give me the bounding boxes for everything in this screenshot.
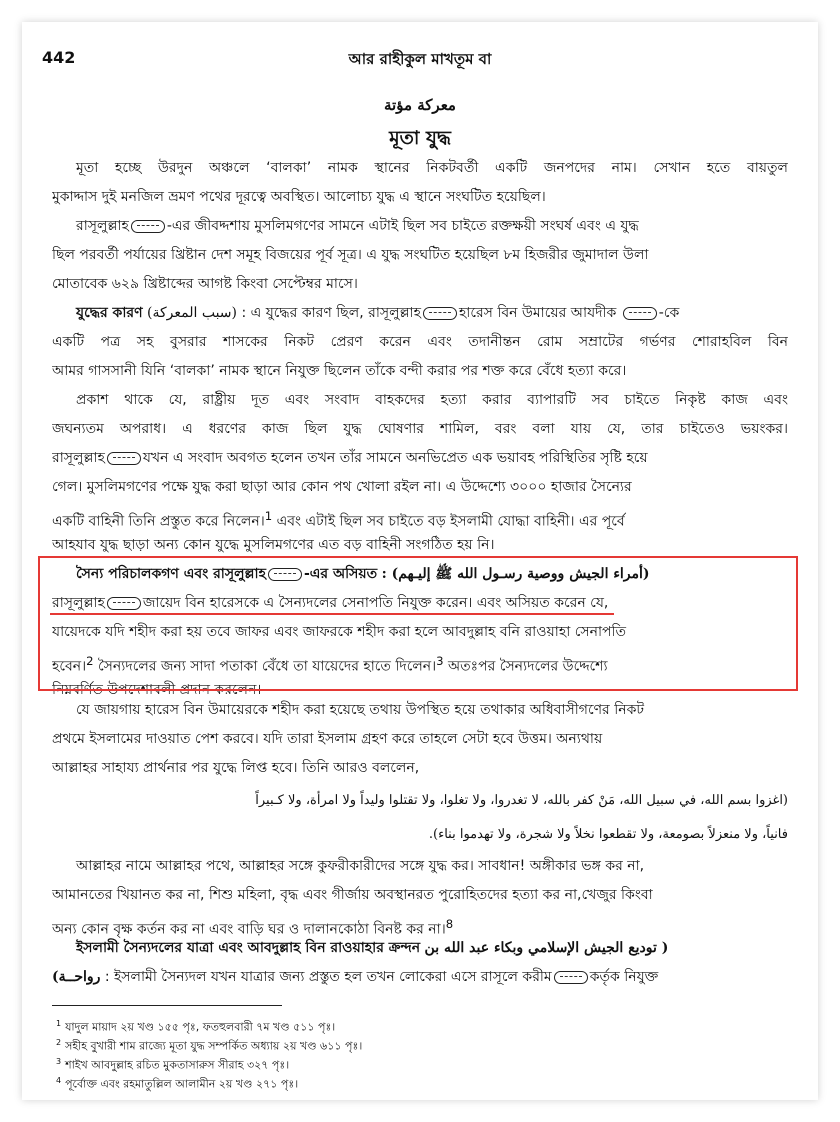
translation-line-1: আল্লাহর নামে আল্লাহর পথে, আল্লাহর সঙ্গে কুফরীকারীদের সঙ্গে যুদ্ধ কর। সাবধান! অঙ্গীকার ভঙ্গ কর না, xyxy=(76,858,645,874)
footnotes xyxy=(56,1014,776,1090)
translation-paragraph xyxy=(52,852,788,939)
consequence-paragraph xyxy=(52,386,788,560)
cause-paragraph xyxy=(52,299,788,386)
text-run: অতঃপর সৈন্যদলের উদ্দেশ্যে xyxy=(443,658,608,675)
instructions-paragraph xyxy=(52,696,788,783)
salutation-icon xyxy=(107,452,141,465)
farewell-heading: ইসলামী সৈন্যদলের যাত্রা এবং আবদুল্লাহ বিন রাওয়াহার ক্রন্দন xyxy=(76,940,421,956)
text-run: : এ যুদ্ধের কারণ ছিল, রাসূলুল্লাহ xyxy=(241,305,421,321)
consequence-line-4: গেল। মুসলিমগণের পক্ষে যুদ্ধ করা ছাড়া আর কোন পথ খোলা রইল না। এ উদ্দেশ্যে ৩০০০ হাজার সৈন্যের xyxy=(52,479,632,495)
cause-heading: যুদ্ধের কারণ xyxy=(76,305,143,321)
cause-line-1 xyxy=(52,299,788,328)
commanders-line-3: যায়েদকে যদি শহীদ করা হয় তবে জাফর এবং জাফরকে শহীদ করা হলে আবদুল্লাহ বনি রাওয়াহা সেনাপতি xyxy=(52,624,627,640)
commanders-heading: সৈন্য পরিচালকগণ এবং রাসূলুল্লাহ xyxy=(76,566,266,582)
book-page xyxy=(22,22,818,1100)
footnote xyxy=(56,1071,776,1090)
footnote-number: 3 xyxy=(56,1057,62,1066)
instructions-line-1: যে জায়গায় হারেস বিন উমায়েরকে শহীদ করা হয়েছে তথায় উপস্থিত হয়ে তথাকার অধিবাসীগণের নিকট xyxy=(76,702,644,718)
footnote-number: 2 xyxy=(56,1038,62,1047)
hadith-line-2: فانياً، ولا منعزلاً بصومعة، ولا تقطعوا نخلاً ولا شجرة، ولا تهدموا بناء). xyxy=(428,827,788,842)
footnote-text: পূর্বোক্ত এবং রহমাতুল্লিল আলামীন ২য় খণ্ড ২৭১ পৃঃ। xyxy=(65,1077,299,1091)
footnote-text: শাইখ আবদুল্লাহ রচিত মুকতাসারুস সীরাহ ৩২৭ পৃঃ। xyxy=(65,1058,290,1072)
context-line-2: ছিল পরবর্তী পর্যায়ের খ্রিষ্টান দেশ সমূহ বিজয়ের পূর্ব সূত্র। এ যুদ্ধ সংঘটিত হয়েছিল ৮ম হিজরীর জুমাদাল উলা xyxy=(52,247,649,263)
context-line-1 xyxy=(52,212,788,241)
text-run: কর্তৃক নিযুক্ত xyxy=(589,969,659,985)
cause-heading-arabic: (سبب المعركة) xyxy=(147,305,237,321)
text-run: জায়েদ বিন হারেসকে এ সৈন্যদলের সেনাপতি নিযুক্ত করেন। এবং অসিয়ত করেন যে, xyxy=(142,595,609,611)
intro-line-1: মূতা হচ্ছে উরদুন অঞ্চলে ‘বালকা’ নামক স্থানের নিকটবর্তী একটি জনপদের নাম। সেখান হতে বায়তুল xyxy=(76,160,788,176)
salutation-icon xyxy=(131,220,165,233)
translation-line-2: আমানতের খিয়ানত কর না, শিশু মহিলা, বৃদ্ধ এবং গীর্জায় অবস্থানরত পুরোহিতদের হত্যা কর না,খেজুর কিংবা xyxy=(52,887,653,903)
radiallahu-icon xyxy=(623,307,657,320)
context-paragraph xyxy=(52,212,788,299)
commanders-line-5: নিম্নবর্ণিত উপদেশাবলী প্রদান করলেন। xyxy=(52,682,262,698)
commanders-heading-arabic: (أمراء الجيش ووصية رسـول الله ﷺ إليـهم) : xyxy=(381,566,650,582)
red-underline xyxy=(50,613,614,615)
footnote xyxy=(56,1033,776,1052)
consequence-line-5 xyxy=(52,502,788,531)
footnote-text: যাদুল মায়াদ ২য় খণ্ড ১৫৫ পৃঃ, ফতহুলবারী ৭ম খণ্ড ৫১১ পৃঃ। xyxy=(65,1020,336,1034)
salutation-icon xyxy=(554,971,588,984)
text-run: রাসূলুল্লাহ xyxy=(52,450,105,466)
consequence-line-6: আহযাব যুদ্ধ ছাড়া অন্য কোন যুদ্ধে মুসলিমগণের এত বড় বাহিনী সংগঠিত হয় নি। xyxy=(52,537,495,553)
hadith-line-1: (اغزوا بسم الله، في سبيل الله، مَنْ كفر بالله، لا تغدروا، ولا تغلوا، ولا تقتلوا وليداً ولا امرأة، ولا كـبيراً xyxy=(255,793,788,808)
arabic-chapter-title: معركة مؤتة xyxy=(384,96,456,114)
text-run: সৈন্যদলের জন্য সাদা পতাকা বেঁধে তা যায়েদের হাতে দিলেন। xyxy=(93,658,437,675)
footnote-ref: 3 xyxy=(436,654,444,668)
intro-paragraph xyxy=(52,154,788,212)
consequence-line-3 xyxy=(52,444,788,473)
footnote-number: 1 xyxy=(56,1019,62,1028)
farewell-line-2 xyxy=(52,963,788,992)
footnote-ref: 8 xyxy=(445,917,454,931)
consequence-line-2: জঘন্যতম অপরাধ। এ ধরণের কাজ ছিল যুদ্ধ ঘোষণার শামিল, বরং বলা যায় যে, তার চাইতেও ভয়ংকর। xyxy=(52,421,788,437)
text-run: হারেস বিন উমায়ের আযদীক xyxy=(458,305,617,321)
text-run: যখন এ সংবাদ অবগত হলেন তখন তাঁর সামনে অনভিপ্রেত এক ভয়াবহ পরিস্থিতির সৃষ্টি হয়ে xyxy=(142,450,648,466)
intro-line-2: মুকাদ্দাস দুই মনজিল ভ্রমণ পথের দূরত্বে অবস্থিত। আলোচ্য যুদ্ধ এ স্থানে সংঘটিত হয়েছিল। xyxy=(52,189,546,205)
chapter-title: মূতা যুদ্ধ xyxy=(389,127,451,149)
footnote-divider xyxy=(52,1005,282,1006)
text-run: -এর জীবদ্দশায় মুসলিমগণের সামনে এটাই ছিল সব চাইতে রক্তক্ষয়ী সংঘর্ষ এবং এ যুদ্ধ xyxy=(166,218,639,234)
footnote-ref: 1 xyxy=(264,509,273,523)
farewell-paragraph xyxy=(52,934,788,992)
instructions-line-3: আল্লাহর সাহায্য প্রার্থনার পর যুদ্ধে লিপ্ত হবে। তিনি আরও বললেন, xyxy=(52,760,420,776)
text-run: হবেন। xyxy=(52,658,87,675)
instructions-line-2: প্রথমে ইসলামের দাওয়াত পেশ করবে। যদি তারা ইসলাম গ্রহণ করে তাহলে সেটা হবে উত্তম। অন্যথায় xyxy=(52,731,603,747)
context-line-3: মোতাবেক ৬২৯ খ্রিষ্টাব্দের আগষ্ট কিংবা সেপ্টেম্বর মাসে। xyxy=(52,276,358,292)
text-run: : ইসলামী সৈন্যদল যখন যাত্রার জন্য প্রস্তুত হল তখন লোকেরা এসে রাসূলে করীম xyxy=(104,969,552,985)
page-number: 442 xyxy=(42,48,76,67)
salutation-icon xyxy=(423,307,457,320)
text-run: অন্য কোন বৃক্ষ কর্তন কর না এবং বাড়ি ঘর ও দালানকোঠা বিনষ্ট কর না। xyxy=(52,921,446,938)
footnote-number: 4 xyxy=(56,1076,62,1085)
text-run: রাসূলুল্লাহ xyxy=(76,218,129,234)
farewell-heading-arabic: ( توديع الجيش الإسلامي وبكاء عبد الله بن xyxy=(424,940,669,956)
farewell-line-1 xyxy=(52,934,788,963)
farewell-heading-arabic-end: رواحــة) xyxy=(52,969,101,985)
text-run: একটি বাহিনী তিনি প্রস্তুত করে নিলেন। xyxy=(52,513,265,530)
footnote-text: সহীহ বুখারী শাম রাজ্যে মূতা যুদ্ধ সম্পর্কিত অধ্যায় ২য় খণ্ড ৬১১ পৃঃ। xyxy=(65,1039,363,1053)
consequence-line-1: প্রকাশ থাকে যে, রাষ্ট্রীয় দূত এবং সংবাদ বাহকদের হত্যা করার ব্যাপারটি সব চাইতে নিকৃষ্ট কাজ এবং xyxy=(76,392,788,408)
text-run: -কে xyxy=(658,305,680,321)
footnote xyxy=(56,1052,776,1071)
cause-line-2: একটি পত্র সহ বুসরার শাসকের নিকট প্রেরণ করেন এবং তদানীন্তন রোম সম্রাটের গর্ভণর শোরাহবিল বিন xyxy=(52,334,788,350)
footnote-ref: 2 xyxy=(86,654,94,668)
red-highlight-box xyxy=(38,556,798,691)
hadith-arabic xyxy=(52,784,788,852)
text-run: এবং এটাই ছিল সব চাইতে বড় ইসলামী যোদ্ধা বাহিনী। এর পূর্বে xyxy=(272,513,625,530)
footnote xyxy=(56,1014,776,1033)
cause-line-3: আমর গাসসানী যিনি ‘বালকা’ নামক স্থানে নিযুক্ত ছিলেন তাঁকে বন্দী করার পর শক্ত করে বেঁধে হত্যা করে। xyxy=(52,363,627,379)
text-run: রাসূলুল্লাহ xyxy=(52,595,105,611)
running-header: আর রাহীকুল মাখতূম বা xyxy=(348,50,492,68)
commanders-heading-tail: -এর অসিয়ত xyxy=(303,566,378,582)
